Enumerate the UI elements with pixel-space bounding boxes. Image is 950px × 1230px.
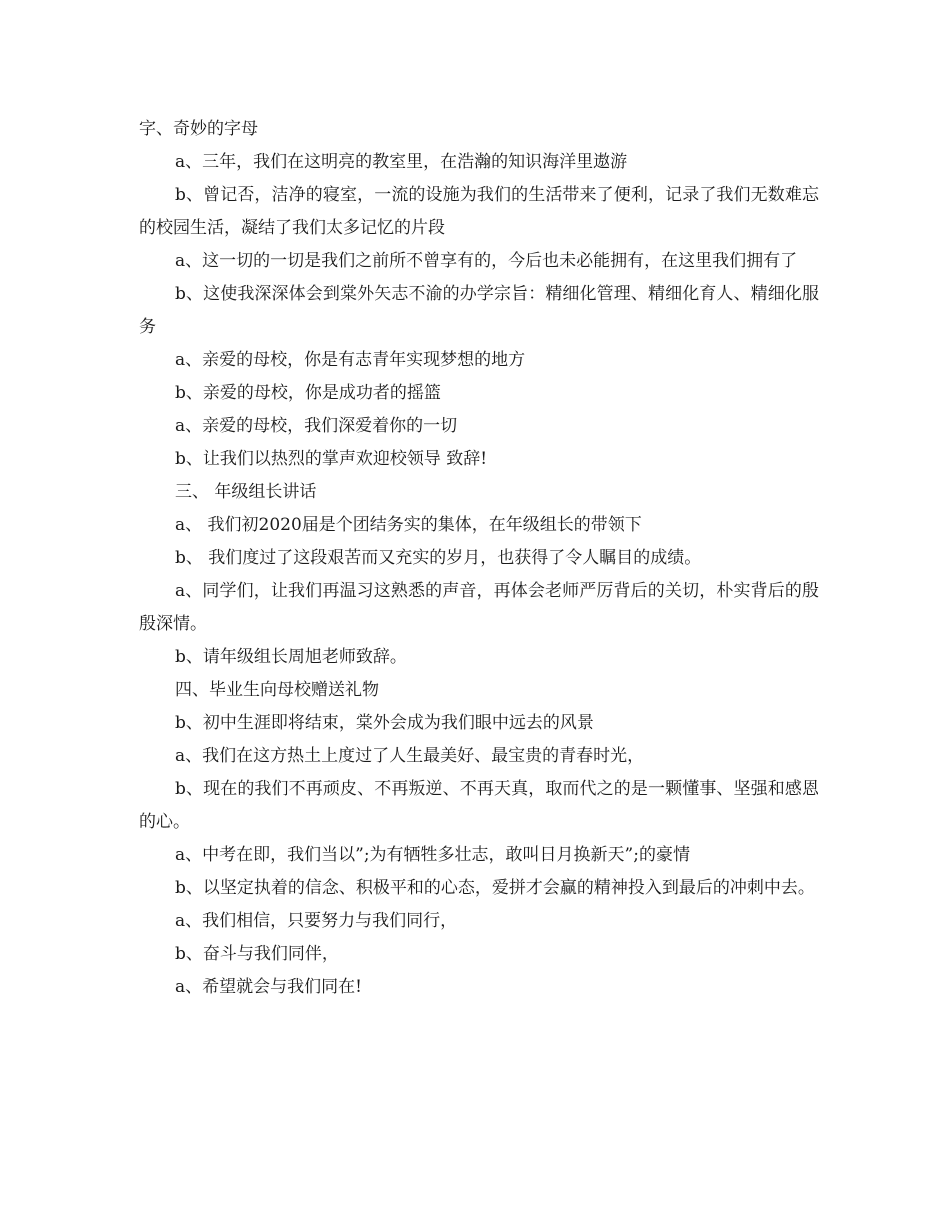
paragraph: b、曾记否，洁净的寝室，一流的设施为我们的生活带来了便利，记录了我们无数难忘的校园生活，凝结了我们太多记忆的片段 [139, 185, 819, 238]
paragraph: b、现在的我们不再顽皮、不再叛逆、不再天真，取而代之的是一颗懂事、坚强和感恩的心。 [139, 779, 819, 832]
paragraph: a、这一切的一切是我们之前所不曾享有的，今后也未必能拥有，在这里我们拥有了 [175, 251, 798, 271]
paragraph: b、请年级组长周旭老师致辞。 [175, 647, 407, 667]
paragraph: a、亲爱的母校，我们深爱着你的一切 [175, 416, 458, 436]
paragraph: 字、奇妙的字母 [139, 119, 258, 139]
paragraph: a、亲爱的母校，你是有志青年实现梦想的地方 [175, 350, 526, 370]
paragraph: b、亲爱的母校，你是成功者的摇篮 [175, 383, 441, 403]
paragraph: a、 我们初2020届是个团结务实的集体，在年级组长的带领下 [175, 515, 642, 535]
paragraph: b、 我们度过了这段艰苦而又充实的岁月，也获得了令人瞩目的成绩。 [175, 548, 702, 568]
paragraph: b、让我们以热烈的掌声欢迎校领导 致辞! [175, 449, 488, 469]
document-body [139, 113, 819, 1004]
section-heading: 三、 年级组长讲话 [175, 482, 317, 502]
paragraph: a、同学们，让我们再温习这熟悉的声音，再体会老师严厉背后的关切，朴实背后的殷殷深情。 [139, 581, 819, 634]
paragraph: b、奋斗与我们同伴， [175, 944, 339, 964]
paragraph: a、我们在这方热土上度过了人生最美好、最宝贵的青春时光， [175, 746, 645, 766]
paragraph: a、我们相信，只要努力与我们同行， [175, 911, 458, 931]
paragraph: b、初中生涯即将结束，棠外会成为我们眼中远去的风景 [175, 713, 594, 733]
paragraph: a、三年，我们在这明亮的教室里，在浩瀚的知识海洋里遨游 [175, 152, 628, 172]
paragraph: b、这使我深深体会到棠外矢志不渝的办学宗旨：精细化管理、精细化育人、精细化服务 [139, 284, 819, 337]
paragraph: b、以坚定执着的信念、积极平和的心态，爱拼才会赢的精神投入到最后的冲刺中去。 [175, 878, 815, 898]
section-heading: 四、毕业生向母校赠送礼物 [175, 680, 379, 700]
paragraph: a、中考在即，我们当以”;为有牺牲多壮志，敢叫日月换新天”;的豪情 [175, 845, 690, 865]
paragraph: a、希望就会与我们同在! [175, 977, 362, 997]
